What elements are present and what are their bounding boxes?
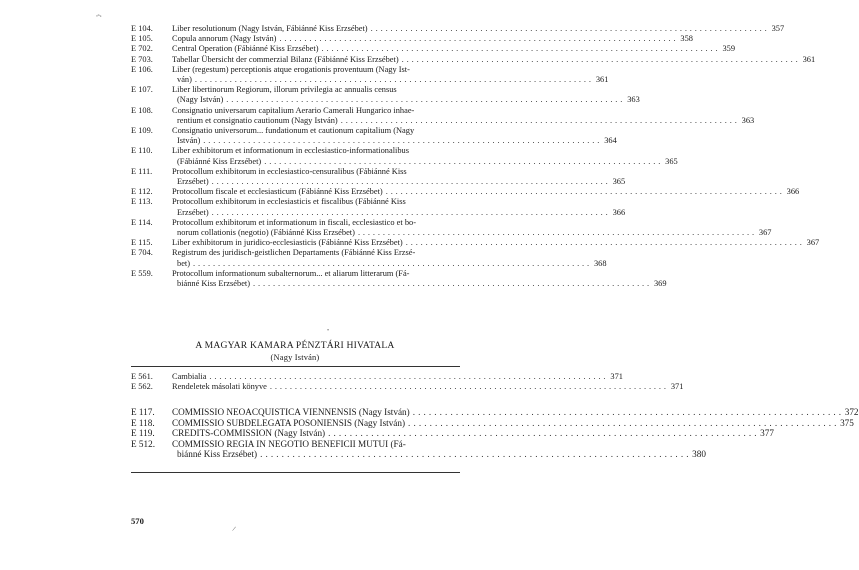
entry-line bbox=[172, 167, 460, 177]
dot-leader: . . . . . . . . . . . . . . . . . . . . . . . . . . . . . . . . . . . . . . . . . . . . . . . . . . . . . . . . . . . . . . . . . . . . . . . . . . . . . . . . bbox=[328, 428, 757, 439]
entry-page: 366 bbox=[612, 207, 626, 217]
entry-line bbox=[172, 75, 609, 85]
entry-title: Registrum des juridisch-geistlichen Departaments (Fábiánné Kiss Erzsé- bbox=[172, 248, 416, 258]
entry-line bbox=[172, 187, 800, 197]
entry-line bbox=[172, 228, 772, 238]
entry-page: 367 bbox=[758, 228, 772, 238]
entry-code: E 117. bbox=[131, 407, 155, 417]
entry-title: Liber resolutionum (Nagy István, Fábiánné Kiss Erzsébet) bbox=[172, 24, 368, 33]
entry-title: Copula annorum (Nagy István) bbox=[172, 34, 277, 44]
entry-line bbox=[172, 65, 460, 75]
entry-title: Consignatio universorum... fundationum et cautionum capitalium (Nagy bbox=[172, 126, 415, 136]
entry-line bbox=[172, 126, 460, 136]
entry-line bbox=[172, 449, 706, 460]
entry-line bbox=[172, 382, 684, 392]
entry-page: 366 bbox=[786, 187, 800, 197]
entry-title: COMMISSIO REGIA IN NEGOTIO BENEFICII MUTUI (Fá- bbox=[172, 438, 406, 449]
entry-line bbox=[172, 54, 816, 65]
entry-code: E 111. bbox=[131, 166, 153, 176]
corner-mark: ᵤₙ₄ bbox=[96, 13, 102, 18]
dot-leader: . . . . . . . . . . . . . . . . . . . . . . . . . . . . . . . . . . . . . . . . . . . . . . . . . . . . . . . . . . . . . . . . . . . . . . . . . . . . . . . . bbox=[405, 238, 803, 248]
entry-line bbox=[172, 115, 755, 126]
toc-entry bbox=[131, 187, 800, 197]
entry-page: 372 bbox=[844, 407, 859, 417]
dot-leader: . . . . . . . . . . . . . . . . . . . . . . . . . . . . . . . . . . . . . . . . . . . . . . . . . . . . . . . . . . . . . . . . . . . . . . . . . . . . . . . . bbox=[193, 258, 590, 268]
entry-body bbox=[172, 24, 785, 34]
entry-page: 365 bbox=[612, 177, 626, 187]
entry-code: E 109. bbox=[131, 126, 153, 136]
entry-line bbox=[172, 95, 640, 105]
entry-line bbox=[172, 24, 785, 34]
stray-dot: • bbox=[327, 328, 330, 334]
entry-line bbox=[172, 34, 693, 44]
entry-code: E 704. bbox=[131, 248, 153, 258]
entry-title: norum collationis (negotio) (Fábiánné Kiss Erzsébet) bbox=[177, 228, 355, 238]
entry-body bbox=[172, 417, 854, 429]
entry-title: Liber exhibitorum in juridico-ecclesiasticis (Fábiánné Kiss Erzsébet) bbox=[172, 238, 403, 248]
entry-page: 369 bbox=[653, 279, 667, 289]
entry-title: Consignatio universarum capitalium Aerario Camerali Hungarico inhae- bbox=[172, 105, 415, 115]
entry-title: COMMISSIO SUBDELEGATA POSONIENSIS (Nagy István) bbox=[172, 417, 406, 428]
entry-title: COMMISSIO NEOACQUISTICA VIENNENSIS (Nagy István) bbox=[172, 407, 410, 417]
entry-title: István) bbox=[177, 136, 201, 146]
entry-title: Protocollum exhibitorum in ecclesiasticis et fiscalibus (Fábiánné Kiss bbox=[172, 197, 406, 207]
entry-line bbox=[172, 177, 626, 187]
section-subtitle: (Nagy István) bbox=[270, 353, 320, 362]
entry-line bbox=[172, 106, 460, 116]
dot-leader: . . . . . . . . . . . . . . . . . . . . . . . . . . . . . . . . . . . . . . . . . . . . . . . . . . . . . . . . . . . . . . . . . . . . . . . . . . . . . . . . bbox=[253, 279, 650, 289]
entry-title: Protocollum exhibitorum et informationum in fiscali, ecclesiastico et bo- bbox=[172, 217, 416, 227]
toc-entry bbox=[131, 166, 626, 187]
entry-code: E 108. bbox=[131, 105, 153, 115]
entry-page: 371 bbox=[610, 372, 623, 381]
entry-page: 359 bbox=[722, 44, 736, 54]
entry-page: 358 bbox=[680, 34, 693, 44]
dot-leader: . . . . . . . . . . . . . . . . . . . . . . . . . . . . . . . . . . . . . . . . . . . . . . . . . . . . . . . . . . . . . . . . . . . . . . . . . . . . . . . . bbox=[340, 115, 738, 125]
entry-code: E 118. bbox=[131, 417, 155, 428]
entry-line bbox=[172, 218, 460, 228]
entry-title: Erzsébet) bbox=[177, 177, 209, 187]
entry-code: E 114. bbox=[131, 217, 153, 227]
dot-leader: . . . . . . . . . . . . . . . . . . . . . . . . . . . . . . . . . . . . . . . . . . . . . . . . . . . . . . . . . . . . . . . . . . . . . . . . . . . . . . . . bbox=[385, 187, 783, 197]
entry-line bbox=[172, 258, 607, 269]
entry-code: E 113. bbox=[131, 197, 153, 207]
section-heading bbox=[130, 340, 460, 363]
entry-body bbox=[172, 382, 684, 392]
entry-body bbox=[172, 197, 626, 217]
entry-line bbox=[172, 248, 460, 258]
entry-code: E 115. bbox=[131, 238, 153, 248]
entry-code: E 105. bbox=[131, 34, 153, 44]
toc-entry bbox=[131, 64, 609, 85]
entry-line bbox=[172, 156, 678, 167]
toc-entry bbox=[131, 24, 785, 34]
toc-entry bbox=[131, 85, 640, 105]
entry-code: E 559. bbox=[131, 268, 153, 278]
entry-code: E 562. bbox=[131, 382, 153, 392]
entry-title: Liber exhibitorum et informationum in ecclesiastico-informationalibus bbox=[172, 146, 409, 156]
toc-entry bbox=[131, 428, 774, 439]
dot-leader: . . . . . . . . . . . . . . . . . . . . . . . . . . . . . . . . . . . . . . . . . . . . . . . . . . . . . . . . . . . . . . . . . . . . . . . . . . . . . . . . bbox=[370, 24, 768, 33]
entry-body bbox=[172, 217, 772, 238]
entry-body bbox=[172, 372, 623, 382]
entry-title: CREDITS-COMMISSION (Nagy István) bbox=[172, 428, 326, 439]
dot-leader: . . . . . . . . . . . . . . . . . . . . . . . . . . . . . . . . . . . . . . . . . . . . . . . . . . . . . . . . . . . . . . . . . . . . . . . . . . . . . . . . bbox=[279, 34, 676, 44]
toc-entry bbox=[131, 126, 617, 146]
dot-leader: . . . . . . . . . . . . . . . . . . . . . . . . . . . . . . . . . . . . . . . . . . . . . . . . . . . . . . . . . . . . . . . . . . . . . . . . . . . . . . . . bbox=[264, 156, 661, 166]
entry-page: 357 bbox=[771, 24, 785, 33]
toc-entry bbox=[131, 54, 816, 65]
entry-code: E 104. bbox=[131, 24, 153, 33]
entry-body bbox=[172, 85, 640, 105]
entry-title: (Nagy István) bbox=[177, 95, 224, 105]
entry-title: Tabellar Übersicht der commerzial Bilanz (Fábiánné Kiss Erzsébet) bbox=[172, 54, 399, 64]
toc-list-cash-office bbox=[131, 372, 684, 392]
entry-body bbox=[172, 146, 678, 166]
section-title: A MAGYAR KAMARA PÉNZTÁRI HIVATALA bbox=[195, 340, 395, 351]
toc-entry bbox=[131, 248, 607, 268]
toc-entry bbox=[131, 382, 684, 392]
entry-line bbox=[172, 207, 626, 218]
entry-code: E 512. bbox=[131, 438, 155, 449]
entry-body bbox=[172, 166, 626, 187]
entry-line bbox=[172, 269, 460, 279]
tick-mark: / bbox=[231, 524, 237, 534]
entry-line bbox=[172, 136, 617, 146]
entry-code: E 106. bbox=[131, 64, 153, 74]
entry-page: 361 bbox=[595, 75, 609, 85]
dot-leader: . . . . . . . . . . . . . . . . . . . . . . . . . . . . . . . . . . . . . . . . . . . . . . . . . . . . . . . . . . . . . . . . . . . . . . . . . . . . . . . . bbox=[226, 95, 623, 105]
entry-body bbox=[172, 54, 816, 65]
entry-page: 375 bbox=[840, 417, 854, 428]
toc-entry bbox=[131, 146, 678, 166]
page-number: 570 bbox=[131, 516, 144, 526]
dot-leader: . . . . . . . . . . . . . . . . . . . . . . . . . . . . . . . . . . . . . . . . . . . . . . . . . . . . . . . . . . . . . . . . . . . . . . . . . . . . . . . . bbox=[408, 417, 837, 428]
entry-title: Cambialia bbox=[172, 372, 207, 381]
entry-body bbox=[172, 105, 755, 126]
entry-title: Rendeletek másolati könyve bbox=[172, 382, 267, 392]
entry-page: 365 bbox=[665, 156, 678, 166]
entry-title: rentium et consignatio cautionum (Nagy István) bbox=[177, 115, 338, 125]
entry-title: Protocollum fiscale et ecclesiasticum (Fábiánné Kiss Erzsébet) bbox=[172, 187, 383, 197]
entry-title: Protocollum exhibitorum in ecclesiastico-censuralibus (Fábiánné Kiss bbox=[172, 166, 407, 176]
entry-title: Erzsébet) bbox=[177, 207, 209, 217]
dot-leader: . . . . . . . . . . . . . . . . . . . . . . . . . . . . . . . . . . . . . . . . . . . . . . . . . . . . . . . . . . . . . . . . . . . . . . . . . . . . . . . . bbox=[203, 136, 600, 146]
section-rule bbox=[131, 366, 460, 367]
entry-page: 363 bbox=[627, 95, 640, 105]
entry-body bbox=[172, 34, 693, 44]
entry-page: 361 bbox=[802, 54, 816, 64]
toc-entry bbox=[131, 407, 859, 418]
entry-body bbox=[172, 187, 800, 197]
toc-entry bbox=[131, 372, 623, 382]
entry-body bbox=[172, 64, 609, 85]
entry-line bbox=[172, 85, 460, 95]
dot-leader: . . . . . . . . . . . . . . . . . . . . . . . . . . . . . . . . . . . . . . . . . . . . . . . . . . . . . . . . . . . . . . . . . . . . . . . . . . . . . . . . bbox=[357, 228, 755, 238]
dot-leader: . . . . . . . . . . . . . . . . . . . . . . . . . . . . . . . . . . . . . . . . . . . . . . . . . . . . . . . . . . . . . . . . . . . . . . . . . . . . . . . . bbox=[321, 44, 719, 54]
entry-code: E 702. bbox=[131, 44, 153, 54]
entry-line bbox=[172, 146, 460, 156]
entry-code: E 107. bbox=[131, 85, 153, 95]
entry-body bbox=[172, 407, 859, 418]
toc-entry bbox=[131, 217, 772, 238]
entry-line bbox=[172, 44, 736, 54]
entry-page: 368 bbox=[593, 258, 607, 268]
entry-title: Liber (regestum) perceptionis atque erogationis proventuum (Nagy Ist- bbox=[172, 64, 410, 74]
dot-leader: . . . . . . . . . . . . . . . . . . . . . . . . . . . . . . . . . . . . . . . . . . . . . . . . . . . . . . . . . . . . . . . . . . . . . . . . . . . . . . . . bbox=[211, 207, 609, 217]
dot-leader: . . . . . . . . . . . . . . . . . . . . . . . . . . . . . . . . . . . . . . . . . . . . . . . . . . . . . . . . . . . . . . . . . . . . . . . . . . . . . . . . bbox=[412, 407, 842, 417]
toc-entry bbox=[131, 238, 820, 248]
entry-code: E 561. bbox=[131, 372, 153, 381]
toc-entry bbox=[131, 268, 667, 289]
dot-leader: . . . . . . . . . . . . . . . . . . . . . . . . . . . . . . . . . . . . . . . . . . . . . . . . . . . . . . . . . . . . . . . . . . . . . . . . . . . . . . . . bbox=[401, 54, 799, 64]
entry-code: E 112. bbox=[131, 187, 153, 197]
entry-title: bet) bbox=[177, 258, 191, 268]
entry-body bbox=[172, 248, 607, 268]
dot-leader: . . . . . . . . . . . . . . . . . . . . . . . . . . . . . . . . . . . . . . . . . . . . . . . . . . . . . . . . . . . . . . . . . . . . . . . . . . . . . . . . bbox=[194, 75, 592, 85]
entry-title: biánné Kiss Erzsébet) bbox=[177, 279, 251, 289]
entry-title: Central Operation (Fábiánné Kiss Erzsébet) bbox=[172, 44, 319, 54]
entry-page: 377 bbox=[760, 428, 774, 439]
entry-body bbox=[172, 428, 774, 439]
entry-page: 380 bbox=[692, 449, 706, 460]
bottom-rule bbox=[131, 472, 460, 473]
dot-leader: . . . . . . . . . . . . . . . . . . . . . . . . . . . . . . . . . . . . . . . . . . . . . . . . . . . . . . . . . . . . . . . . . . . . . . . . . . . . . . . . bbox=[269, 382, 667, 392]
entry-line bbox=[172, 407, 859, 418]
toc-entry bbox=[131, 197, 626, 217]
toc-list-commissions bbox=[131, 407, 859, 460]
toc-entry bbox=[131, 417, 854, 429]
entry-page: 363 bbox=[741, 115, 755, 125]
dot-leader: . . . . . . . . . . . . . . . . . . . . . . . . . . . . . . . . . . . . . . . . . . . . . . . . . . . . . . . . . . . . . . . . . . . . . . . . . . . . . . . . bbox=[209, 372, 606, 381]
entry-title: Liber libertinorum Regiorum, illorum privilegia ac annualis census bbox=[172, 85, 397, 95]
entry-title: ván) bbox=[177, 75, 192, 85]
entry-line bbox=[172, 417, 854, 429]
entry-body bbox=[172, 44, 736, 54]
entry-body bbox=[172, 438, 706, 460]
entry-line bbox=[172, 428, 774, 439]
entry-line bbox=[172, 238, 820, 248]
toc-entry bbox=[131, 34, 693, 44]
entry-line bbox=[172, 279, 667, 289]
entry-title: (Fábiánné Kiss Erzsébet) bbox=[177, 156, 262, 166]
entry-body bbox=[172, 238, 820, 248]
toc-list-top bbox=[131, 24, 820, 289]
toc-entry bbox=[131, 438, 706, 460]
entry-body bbox=[172, 268, 667, 289]
dot-leader: . . . . . . . . . . . . . . . . . . . . . . . . . . . . . . . . . . . . . . . . . . . . . . . . . . . . . . . . . . . . . . . . . . . . . . . . . . . . . . . . bbox=[260, 449, 689, 460]
entry-code: E 119. bbox=[131, 428, 155, 439]
toc-entry bbox=[131, 105, 755, 126]
entry-title: Protocollum informationum subalternorum... et aliarum litterarum (Fá- bbox=[172, 268, 410, 278]
entry-line bbox=[172, 439, 460, 450]
entry-code: E 110. bbox=[131, 146, 153, 156]
entry-page: 367 bbox=[806, 238, 820, 248]
entry-line bbox=[172, 197, 460, 207]
entry-page: 371 bbox=[670, 382, 684, 392]
entry-line bbox=[172, 372, 623, 382]
toc-entry bbox=[131, 44, 736, 54]
entry-title: biánné Kiss Erzsébet) bbox=[177, 449, 258, 460]
entry-body bbox=[172, 126, 617, 146]
entry-code: E 703. bbox=[131, 54, 153, 64]
dot-leader: . . . . . . . . . . . . . . . . . . . . . . . . . . . . . . . . . . . . . . . . . . . . . . . . . . . . . . . . . . . . . . . . . . . . . . . . . . . . . . . . bbox=[211, 177, 609, 187]
entry-page: 364 bbox=[604, 136, 617, 146]
